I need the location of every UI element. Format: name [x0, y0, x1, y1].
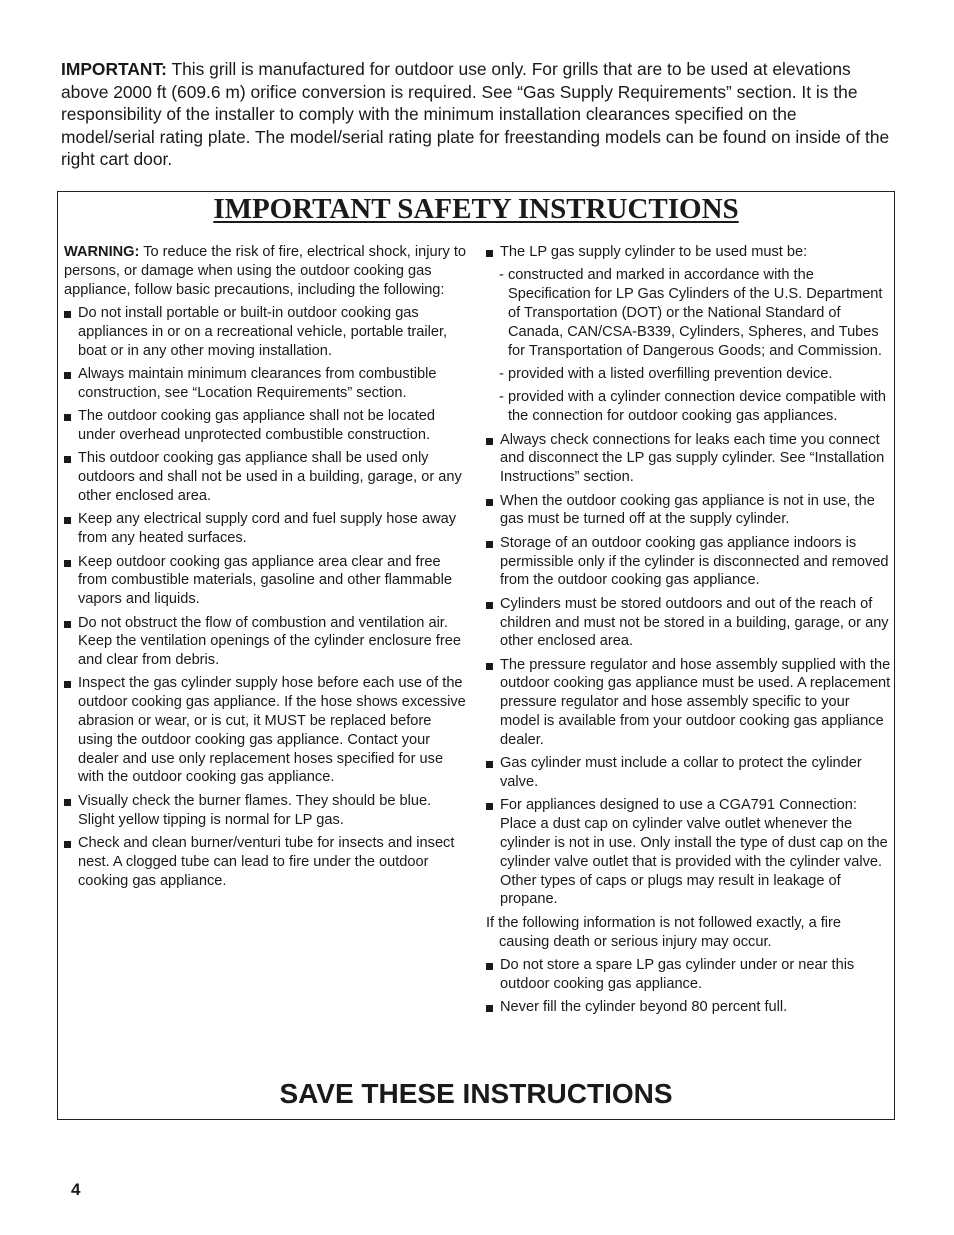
list-item: [486, 956, 891, 994]
safety-title: IMPORTANT SAFETY INSTRUCTIONS: [213, 193, 739, 225]
intro-label: IMPORTANT:: [61, 59, 167, 79]
follow-note: If the following information is not followed exactly, a fire causing death or serious injury may occur.: [486, 914, 842, 950]
dash-item: [486, 266, 891, 360]
list-item: [486, 796, 891, 909]
list-item: [64, 407, 470, 445]
dash-item-text: constructed and marked in accordance with the Specification for LP Gas Cylinders of the U.S. Department of Transportation (DOT) or the National Standard of Canada, CAN/CSA-B339, Cylinders, Spheres, and Tubes for Transportation of Dangerous Goods; and Commission.: [508, 267, 883, 359]
list-item-text: Cylinders must be stored outdoors and out of the reach of children and must not be stored in a building, garage, or any other enclosed area.: [500, 595, 889, 650]
list-item-text: The outdoor cooking gas appliance shall not be located under overhead unprotected combustible construction.: [78, 408, 435, 443]
cylinder-intro: The LP gas supply cylinder to be used must be:: [500, 244, 808, 260]
dash-mark: -: [499, 365, 504, 382]
list-item-text: Do not store a spare LP gas cylinder under or near this outdoor cooking gas appliance.: [500, 957, 855, 992]
bullet-icon: [486, 663, 493, 670]
list-item: [486, 998, 891, 1017]
left-column: [64, 243, 470, 895]
dash-list: [486, 266, 891, 426]
list-item-text: Keep outdoor cooking gas appliance area clear and free from combustible materials, gasoline and other flammable vapors and liquids.: [78, 553, 452, 608]
bullet-icon: [64, 517, 71, 524]
right-column: [486, 243, 891, 1022]
list-item-text: The pressure regulator and hose assembly supplied with the outdoor cooking gas appliance must be used. A replacement pressure regulator and hose assembly specific to your model is available from your outdoor cooking gas appliance dealer.: [500, 656, 891, 748]
list-item-text: Check and clean burner/venturi tube for insects and insect nest. A clogged tube can lead to fire under the outdoor cooking gas appliance.: [78, 835, 455, 889]
list-item: [64, 553, 470, 609]
warning-text: To reduce the risk of fire, electrical shock, injury to persons, or damage when using the outdoor cooking gas appliance, follow basic precautions, including the following:: [64, 244, 467, 298]
list-item-text: Always maintain minimum clearances from combustible construction, see “Location Requirements” section.: [78, 365, 437, 401]
list-item: [486, 754, 891, 792]
intro-paragraph: [61, 58, 891, 171]
list-item-text: Inspect the gas cylinder supply hose before each use of the outdoor cooking gas appliance. If the hose shows excessive abrasion or wear, or is cut, it MUST be replaced before using the outdoor cooking gas appliance. Contact your dealer and use only replacement hoses specified for use with the outdoor cooking gas appliance.: [78, 675, 466, 786]
final-bullet-list: [486, 956, 891, 1017]
bullet-icon: [64, 841, 71, 848]
list-item-text: This outdoor cooking gas appliance shall be used only outdoors and shall not be used in a building, garage, or any other enclosed area.: [78, 450, 462, 504]
list-item-text: For appliances designed to use a CGA791 Connection: Place a dust cap on cylinder valve outlet whenever the cylinder is not in use. Only install the type of dust cap on the cylinder valve outlet that is provided with the cylinder valve. Other types of caps or plugs may result in leakage of propane.: [500, 797, 888, 908]
bullet-icon: [486, 803, 493, 810]
dash-mark: -: [499, 389, 504, 406]
bullet-icon: [486, 250, 493, 257]
dash-item-text: provided with a listed overfilling prevention device.: [508, 365, 833, 382]
list-item: [486, 243, 891, 262]
safety-instructions-box: [57, 191, 895, 1120]
list-item: [64, 674, 470, 787]
bullet-icon: [64, 799, 71, 806]
list-item-text: Gas cylinder must include a collar to protect the cylinder valve.: [500, 755, 862, 791]
list-item-text: Always check connections for leaks each time you connect and disconnect the LP gas supply cylinder. See “Installation Instructions” section.: [500, 431, 885, 486]
warning-label: WARNING:: [64, 244, 140, 260]
dash-item: [486, 388, 891, 426]
list-item: [64, 834, 470, 890]
bullet-icon: [486, 438, 493, 445]
bullet-icon: [486, 1005, 493, 1012]
bullet-icon: [64, 372, 71, 379]
list-item-text: Keep any electrical supply cord and fuel supply hose away from any heated surfaces.: [78, 511, 457, 547]
list-item: [64, 365, 470, 403]
list-item: [486, 595, 891, 651]
bullet-icon: [486, 541, 493, 548]
list-item-text: Storage of an outdoor cooking gas appliance indoors is permissible only if the cylinder is disconnected and removed from the outdoor cooking gas appliance.: [500, 534, 889, 589]
bullet-icon: [64, 621, 71, 628]
list-item: [64, 510, 470, 548]
intro-text: This grill is manufactured for outdoor use only. For grills that are to be used at elevations above 2000 ft (609.6 m) orifice conversion is required. See “Gas Supply Requirements” section. It is the responsibility of the installer to comply with the minimum installation clearances specified on the model/serial rating plate. The model/serial rating plate for freestanding models can be found on inside of the right cart door.: [61, 59, 890, 170]
list-item: [486, 431, 891, 487]
list-item-text: Never fill the cylinder beyond 80 percent full.: [500, 999, 788, 1016]
bullet-icon: [64, 311, 71, 318]
list-item: [64, 614, 470, 670]
bullet-icon: [64, 414, 71, 421]
bullet-icon: [64, 681, 71, 688]
list-item: [486, 492, 891, 530]
dash-item: [486, 365, 891, 384]
right-bullet-list: [486, 431, 891, 910]
list-item-text: Do not obstruct the flow of combustion and ventilation air. Keep the ventilation openings of the cylinder enclosure free and clear from debris.: [78, 614, 461, 669]
bullet-icon: [486, 761, 493, 768]
list-item: [64, 792, 470, 830]
page-number: 4: [71, 1180, 81, 1199]
list-item-text: Visually check the burner flames. They should be blue. Slight yellow tipping is normal for LP gas.: [78, 792, 432, 828]
list-item: [486, 534, 891, 590]
list-item: [64, 449, 470, 505]
save-instructions-heading: SAVE THESE INSTRUCTIONS: [279, 1078, 673, 1109]
bullet-icon: [486, 602, 493, 609]
bullet-icon: [486, 499, 493, 506]
list-item-text: Do not install portable or built-in outdoor cooking gas appliances in or on a recreational vehicle, portable trailer, boat or in any other moving installation.: [78, 304, 448, 359]
bullet-icon: [486, 963, 493, 970]
list-item: [486, 656, 891, 750]
bullet-icon: [64, 456, 71, 463]
left-bullet-list: [64, 304, 470, 890]
list-item-text: When the outdoor cooking gas appliance is not in use, the gas must be turned off at the supply cylinder.: [500, 492, 875, 528]
warning-paragraph: [64, 243, 470, 299]
dash-mark: -: [499, 267, 504, 284]
bullet-icon: [64, 560, 71, 567]
dash-item-text: provided with a cylinder connection device compatible with the connection for outdoor cooking gas appliances.: [508, 389, 887, 425]
list-item: [64, 304, 470, 360]
